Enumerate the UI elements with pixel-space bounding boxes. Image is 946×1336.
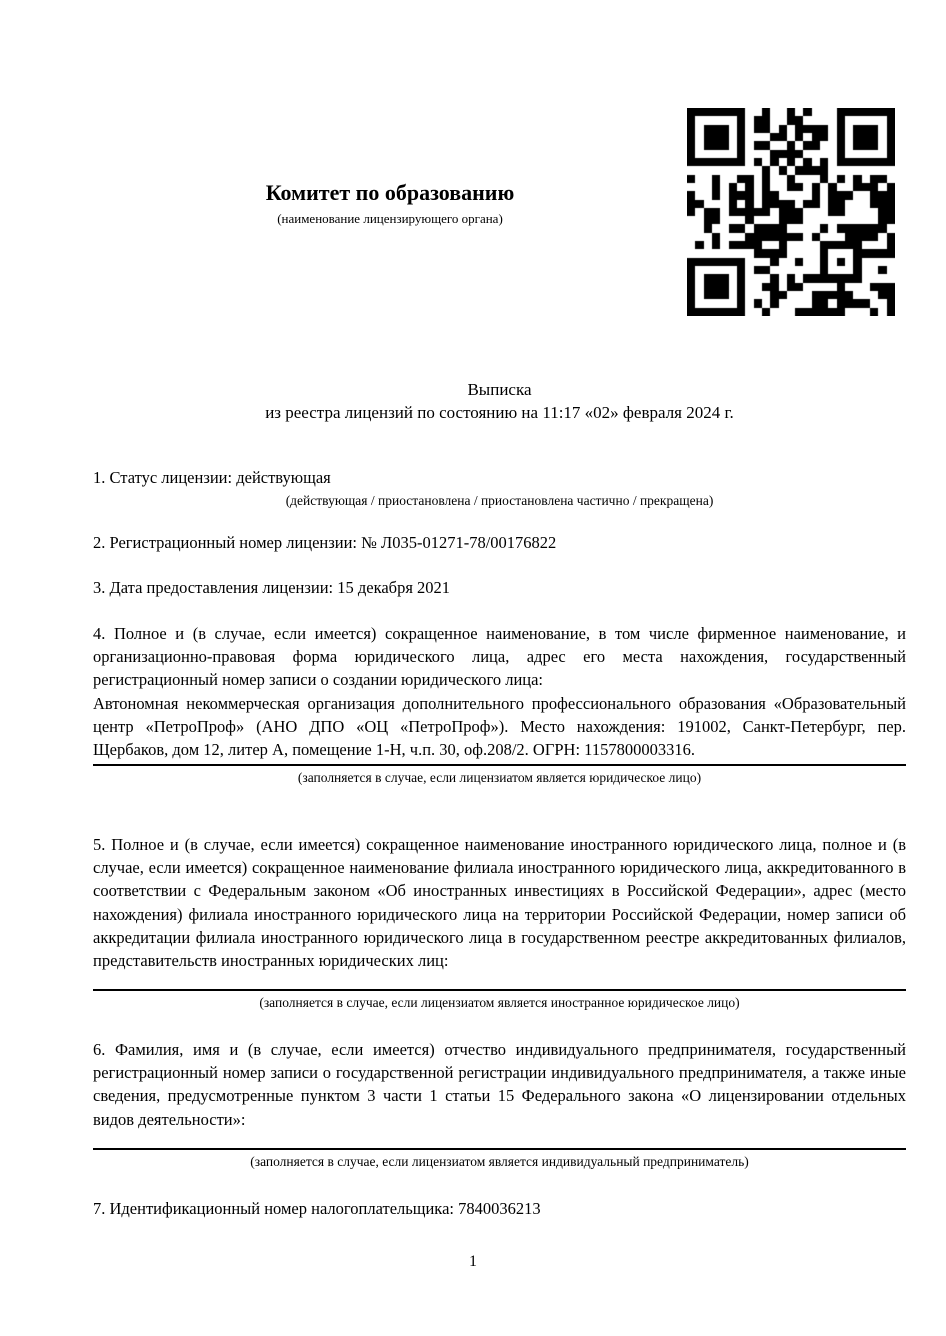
fill-line — [93, 1148, 906, 1150]
item-grant-date — [93, 576, 906, 599]
item-license-status — [93, 466, 906, 509]
item-entrepreneur-info — [93, 1038, 906, 1170]
document-title-line2: из реестра лицензий по состоянию на 11:17 «02» февраля 2024 г. — [265, 403, 734, 422]
item-foreign-entity-info — [93, 833, 906, 1011]
authority-caption: (наименование лицензирующего органа) — [277, 211, 503, 226]
item-registration-number — [93, 531, 906, 554]
license-status-caption: (действующая / приостановлена / приостановлена частично / прекращена) — [285, 493, 714, 509]
document-title-line1: Выписка — [467, 380, 532, 399]
page-number: 1 — [469, 1253, 477, 1270]
qr-code-icon — [687, 108, 895, 316]
entrepreneur-caption: (заполняется в случае, если лицензиатом является индивидуальный предприниматель) — [250, 1153, 749, 1169]
item-taxpayer-number — [93, 1197, 906, 1220]
legal-entity-info-value: Автономная некоммерческая организация дополнительного профессионального образования «Образовательный центр «ПетроПроф» (АНО ДПО «ОЦ «ПетроПроф»). Место нахождения: 191002, Санкт-Петербург, пер. Щербаков, дом 12, литер А, помещение 1-Н, ч.п. 30, оф.208/2. ОГРН: 1157800003316. — [93, 693, 906, 760]
taxpayer-number-text: 7. Идентификационный номер налогоплательщика: 7840036213 — [93, 1199, 541, 1218]
item-legal-entity-info — [93, 622, 906, 786]
grant-date-text: 3. Дата предоставления лицензии: 15 декабря 2021 — [93, 578, 451, 597]
license-status-text: 1. Статус лицензии: действующая — [93, 468, 331, 487]
legal-entity-caption: (заполняется в случае, если лицензиатом является юридическое лицо) — [297, 770, 702, 786]
authority-name: Комитет по образованию — [265, 180, 515, 205]
registration-number-text: 2. Регистрационный номер лицензии: № Л035-01271-78/00176822 — [93, 533, 557, 552]
fill-line — [93, 764, 906, 766]
fill-line — [93, 989, 906, 991]
legal-entity-info-label: 4. Полное и (в случае, если имеется) сокращенное наименование, в том числе фирменное наименование, и организационно-правовая форма юридического лица, адрес его места нахождения, государственный регистрационный номер записи о создании юридического лица: — [93, 624, 906, 690]
foreign-entity-caption: (заполняется в случае, если лицензиатом является иностранное юридическое лицо) — [259, 995, 740, 1011]
foreign-entity-info-label: 5. Полное и (в случае, если имеется) сокращенное наименование иностранного юридического лица, полное и (в случае, если имеется) сокращенное наименование филиала иностранного юридического лица, аккредитованного в соответствии с Федеральным законом «Об иностранных инвестициях в Российской Федерации», адрес (место нахождения) филиала иностранного юридического лица на территории Российской Федерации, номер записи об аккредитации филиала иностранного юридического лица в государственном реестре аккредитованных филиалов, представительств иностранных юридических лиц: — [93, 835, 906, 971]
entrepreneur-info-label: 6. Фамилия, имя и (в случае, если имеется) отчество индивидуального предпринимателя, государственный регистрационный номер записи о государственной регистрации индивидуального предпринимателя, а также иные сведения, предусмотренные пунктом 3 части 1 статьи 15 Федерального закона «О лицензировании отдельных видов деятельности»: — [93, 1040, 906, 1129]
authority-header — [93, 180, 687, 227]
document-title — [93, 378, 906, 424]
